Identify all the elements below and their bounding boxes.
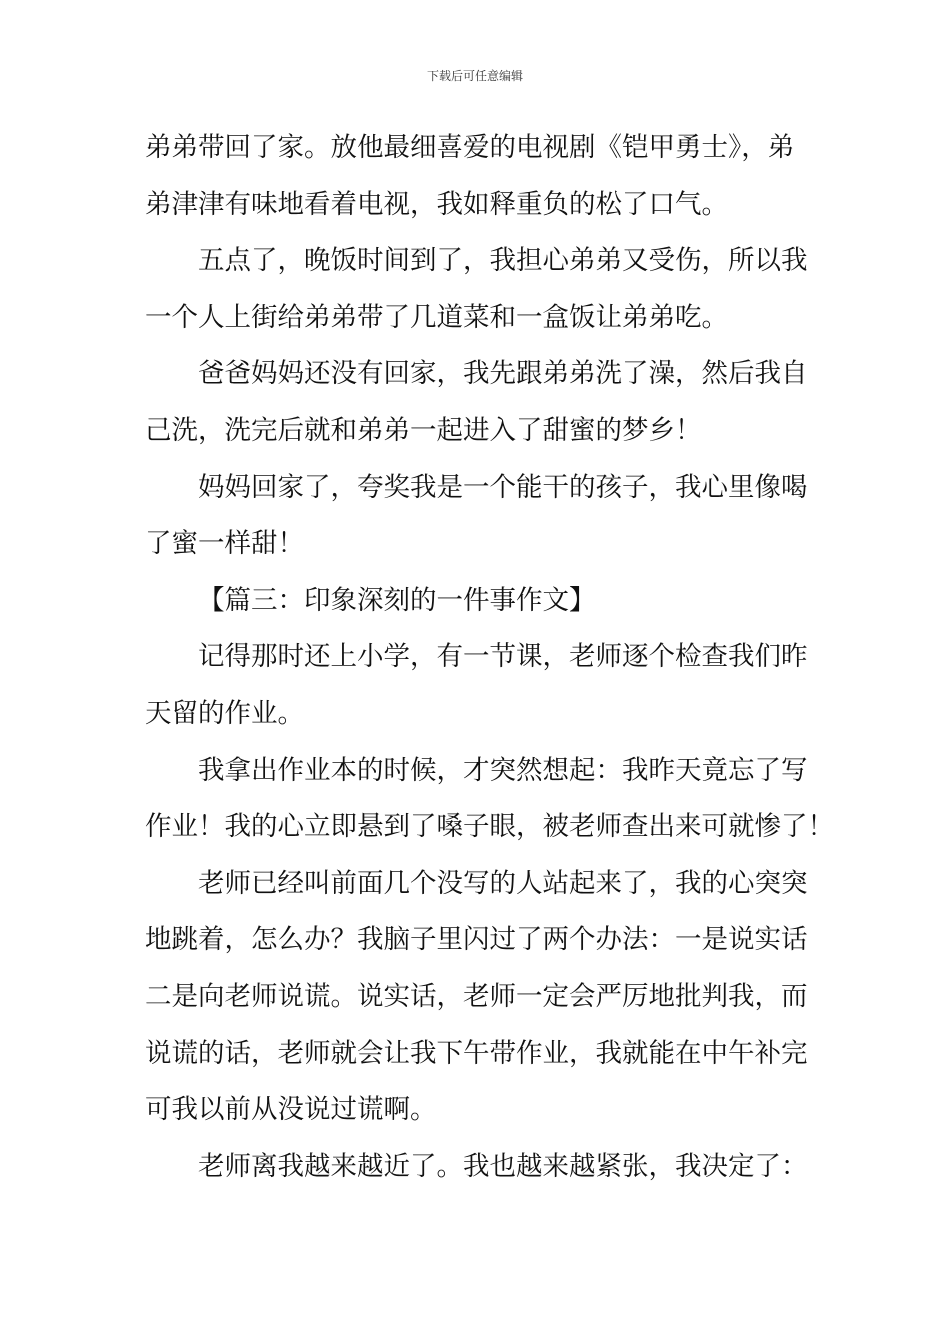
header-note: 下载后可任意编辑: [426, 69, 523, 83]
body-text: [145, 120, 834, 1195]
text-line: 作业！我的心立即悬到了嗓子眼，被老师查出来可就惨了！: [145, 811, 834, 843]
text-line: 弟津津有味地看着电视，我如释重负的松了口气。: [145, 188, 728, 220]
text-line: 一个人上街给弟弟带了几道菜和一盒饭让弟弟吃。: [145, 301, 728, 333]
text-line: 天留的作业。: [145, 697, 304, 729]
text-line: 可我以前从没说过谎啊。: [145, 1094, 437, 1126]
text-line: 老师已经叫前面几个没写的人站起来了，我的心突突: [198, 867, 808, 899]
text-line: 五点了，晚饭时间到了，我担心弟弟又受伤，所以我: [198, 245, 808, 277]
text-line: 二是向老师说谎。说实话，老师一定会严厉地批判我，而: [145, 980, 808, 1012]
text-line: 爸爸妈妈还没有回家，我先跟弟弟洗了澡，然后我自: [198, 358, 808, 390]
text-line: 己洗，洗完后就和弟弟一起进入了甜蜜的梦乡！: [145, 414, 702, 446]
text-line: 地跳着，怎么办？我脑子里闪过了两个办法：一是说实话: [145, 924, 808, 956]
text-line: 老师离我越来越近了。我也越来越紧张，我决定了：: [198, 1150, 808, 1182]
text-line: 记得那时还上小学，有一节课，老师逐个检查我们昨: [198, 641, 808, 673]
text-line: 弟弟带回了家。放他最细喜爱的电视剧《铠甲勇士》，弟: [145, 132, 795, 163]
text-line: 说谎的话，老师就会让我下午带作业，我就能在中午补完: [145, 1037, 808, 1069]
text-line: 我拿出作业本的时候，才突然想起：我昨天竟忘了写: [198, 754, 808, 786]
text-line: 了蜜一样甜！: [145, 528, 304, 560]
text-line: 妈妈回家了，夸奖我是一个能干的孩子，我心里像喝: [198, 471, 808, 503]
section-heading: 【篇三：印象深刻的一件事作文】: [198, 584, 596, 616]
